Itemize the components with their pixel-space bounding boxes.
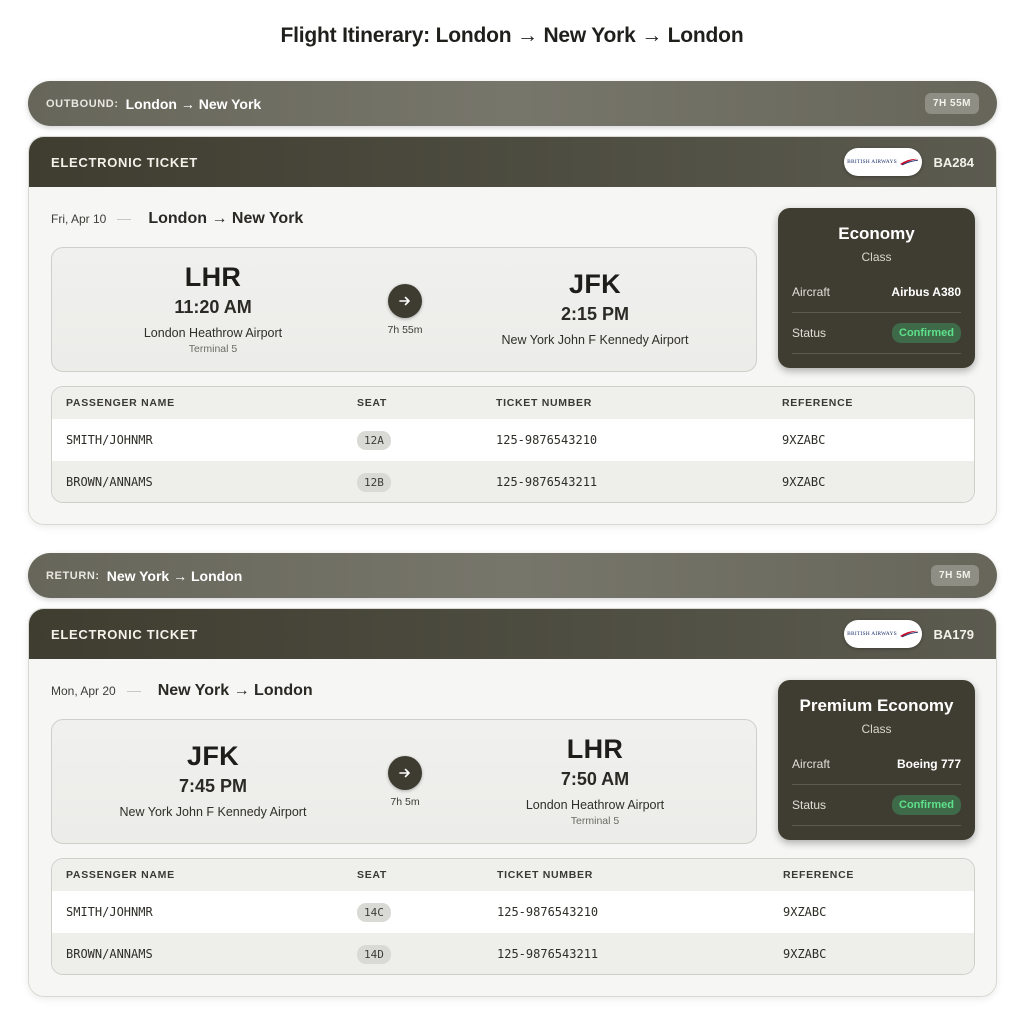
passenger-table [51, 386, 975, 503]
destination-stop [445, 734, 745, 827]
banner-route: London → New York [125, 95, 262, 112]
route-box [51, 247, 757, 372]
banner-route: New York → London [106, 567, 243, 584]
flight-route: New York → London [157, 682, 313, 699]
header-seat: SEAT [357, 397, 388, 409]
seat-badge: 12A [357, 431, 391, 450]
class-name: Economy [838, 224, 915, 243]
ticket-number: 125-9876543211 [497, 947, 599, 961]
class-label: Class [861, 250, 892, 264]
class-label: Class [861, 722, 892, 736]
route-box [51, 719, 757, 844]
duration-badge: 7H 5M [931, 565, 979, 586]
table-row[interactable] [52, 461, 974, 503]
header-reference: REFERENCE [782, 397, 854, 409]
flight-duration: 7h 5m [390, 796, 420, 808]
table-row[interactable] [52, 891, 974, 933]
class-card [778, 680, 975, 840]
origin-code: LHR [184, 262, 242, 292]
ticket-number: 125-9876543211 [496, 475, 598, 489]
date-route-line [51, 210, 303, 228]
table-header [52, 859, 974, 891]
destination-code: LHR [566, 734, 624, 764]
destination-airport: New York John F Kennedy Airport [501, 333, 689, 347]
return-banner[interactable] [28, 553, 997, 598]
aircraft-row [792, 744, 961, 785]
seat-badge: 14D [357, 945, 391, 964]
status-badge: Confirmed [892, 795, 961, 815]
airline-logo-wordmark: BRITISH AIRWAYS [847, 159, 897, 165]
ticket-number: 125-9876543210 [497, 905, 599, 919]
status-row [792, 313, 961, 354]
speedmarque-icon [900, 630, 918, 638]
passenger-name: BROWN/ANNAMS [66, 947, 153, 961]
date-route-line [51, 682, 313, 700]
destination-stop [445, 269, 745, 347]
arrow-right-icon [388, 284, 422, 318]
status-badge: Confirmed [892, 323, 961, 343]
booking-reference: 9XZABC [782, 475, 826, 489]
british-airways-logo [844, 620, 922, 648]
departure-time: 11:20 AM [174, 297, 252, 317]
divider [127, 691, 141, 692]
origin-stop [63, 262, 363, 355]
duration-badge: 7H 55M [925, 93, 979, 114]
banner-kind: OUTBOUND: [46, 97, 119, 110]
arrival-time: 2:15 PM [560, 304, 630, 324]
ticket-header-label: ELECTRONIC TICKET [51, 626, 198, 642]
header-passenger-name: PASSENGER NAME [66, 869, 175, 881]
passenger-name: SMITH/JOHNMR [66, 905, 153, 919]
aircraft-label: Aircraft [792, 285, 831, 299]
table-header [52, 387, 974, 419]
flight-route: London → New York [148, 210, 304, 227]
outbound-banner[interactable] [28, 81, 997, 126]
departure-time: 7:45 PM [178, 776, 248, 796]
flight-date: Mon, Apr 20 [51, 684, 116, 698]
destination-terminal: Terminal 5 [570, 815, 620, 827]
destination-airport: London Heathrow Airport [525, 798, 665, 812]
table-row[interactable] [52, 419, 974, 461]
status-row [792, 785, 961, 826]
speedmarque-icon [900, 158, 918, 166]
aircraft-label: Aircraft [792, 757, 831, 771]
booking-reference: 9XZABC [783, 947, 827, 961]
banner-kind: RETURN: [46, 569, 100, 582]
seat-badge: 14C [357, 903, 391, 922]
aircraft-value: Boeing 777 [896, 757, 961, 771]
header-reference: REFERENCE [783, 869, 855, 881]
british-airways-logo [844, 148, 922, 176]
arrival-time: 7:50 AM [560, 769, 630, 789]
flight-connector [381, 284, 429, 336]
flight-number: BA179 [933, 626, 974, 642]
header-ticket-number: TICKET NUMBER [496, 397, 593, 409]
status-label: Status [792, 798, 827, 812]
ticket-header [29, 137, 996, 187]
ticket-number: 125-9876543210 [496, 433, 598, 447]
aircraft-row [792, 272, 961, 313]
return-ticket [28, 608, 997, 997]
booking-reference: 9XZABC [782, 433, 826, 447]
class-card [778, 208, 975, 368]
origin-airport: New York John F Kennedy Airport [119, 805, 307, 819]
origin-code: JFK [187, 741, 239, 771]
passenger-name: BROWN/ANNAMS [66, 475, 153, 489]
airline-logo-wordmark: BRITISH AIRWAYS [847, 631, 897, 637]
passenger-table [51, 858, 975, 975]
flight-date: Fri, Apr 10 [51, 212, 107, 226]
divider [117, 219, 131, 220]
ticket-header-label: ELECTRONIC TICKET [51, 154, 198, 170]
outbound-ticket [28, 136, 997, 525]
origin-stop [63, 741, 363, 819]
class-name: Premium Economy [799, 696, 954, 715]
ticket-header [29, 609, 996, 659]
arrow-right-icon [388, 756, 422, 790]
origin-airport: London Heathrow Airport [143, 326, 283, 340]
destination-code: JFK [569, 269, 621, 299]
page-title: Flight Itinerary: London → New York → London [280, 24, 744, 47]
seat-badge: 12B [357, 473, 391, 492]
origin-terminal: Terminal 5 [188, 343, 238, 355]
flight-duration: 7h 55m [387, 324, 423, 336]
status-label: Status [792, 326, 827, 340]
booking-reference: 9XZABC [783, 905, 827, 919]
passenger-name: SMITH/JOHNMR [66, 433, 153, 447]
header-ticket-number: TICKET NUMBER [497, 869, 594, 881]
flight-connector [381, 756, 429, 808]
aircraft-value: Airbus A380 [891, 285, 961, 299]
header-passenger-name: PASSENGER NAME [66, 397, 175, 409]
table-row[interactable] [52, 933, 974, 975]
header-seat: SEAT [357, 869, 388, 881]
flight-number: BA284 [933, 154, 974, 170]
